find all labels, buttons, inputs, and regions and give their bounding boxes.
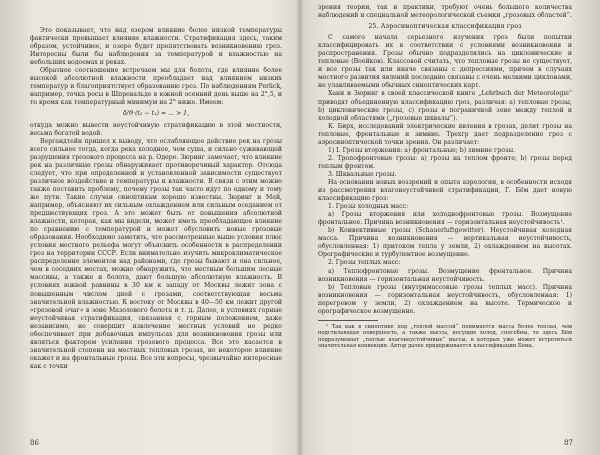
list-item: а) Грозы вторжения или холоднофронтовые грозы. Возмущение фронтальное. Причина возникновения — горизонтальная неустойчивость¹. — [318, 211, 572, 227]
footnote: ¹ Так как в синоптике под „теплой массой“ понимается масса более теплая, чем подстилающая поверхность, а также массы, несущие холод, способны, то здесь Бём подразумевает „теплые влагонеустойчивые“ массы, в которых уже может встретиться значительная конвекция. Автор далее придерживается классификации Бема. — [318, 323, 572, 349]
paragraph: К. Бирх, исследований электрические явления в грозах, делит грозы на тепловые, фронтальные и зимние. Трехгр дает подразделение гроз с аэросиноптической точки зрения. Он различает: — [318, 122, 572, 146]
paragraph: откуда можно вывести неустойчивую стратификацию в этой местности, весьма богатой водой. — [30, 121, 282, 137]
section-title: 25. Аэросиноптическая классификация гроз — [368, 23, 522, 31]
subheading: 2. Грозы теплых масс: — [328, 259, 401, 267]
left-page-text — [30, 27, 282, 371]
list-item: b) Конвективные грозы (Schauerluftgewitter). Неустойчивая холодная масса. Причина возникновения — вертикальная неустойчивость, обусловленная: 1) притоком тепла у земли, 2) охлаждением на высотах. Орографические и турбулентное возмущение. — [318, 227, 572, 259]
page-number: 87 — [564, 439, 573, 447]
formula: δ/ϑ·(t₂ − t₁) = ... > 1, — [122, 110, 190, 118]
list-item: b) Тепловые грозы (внутримассовые грозы теплых масс). Причина возникновения — горизонтальная неустойчивость, обусловленная: 1) перегревом у земли, 2) охлаждением на высоте. Термическое и орографическое возмущение. — [318, 283, 572, 315]
paragraph: Это показывает, что над озером влияние более низкой температуры фактически превышает влияние влажности. Стратификация здесь, таким образом, устойчивее, и озеро будет препятствовать возникновению гроз. Интересны были бы наблюдения за температурой и влажностью на небольших водоемах и реках. — [30, 27, 282, 67]
list-item: а) Теплофронтовые грозы. Возмущение фронтальное. Причина возникновения — горизонтальная неустойчивость. — [318, 267, 572, 283]
list-item: 2. Тропофронтовые грозы: а) грозы на теплом фронте; b) грозы перед теплым фронтом. — [318, 154, 572, 170]
list-item: 1) I. Грозы вторжения: а) фронтальные; b) зимние грозы. — [328, 146, 516, 154]
paragraph: Хани и Зюринг в своей классической книге „Lehrbuch der Meteorologie“ приводят объединенную классификацию гроз, различая: а) тепловые грозы, b) циклонические грозы, с) грозы в пограничной зоне между теплой и холодной областями („грозовые шквалы“). — [318, 90, 572, 122]
paragraph: Обратное соотношение встречаем мы для болота, где влияние более высокой абсолютной влажности преобладает над влиянием низких температур и благоприятствует образованию гроз. По наблюдениям Perlick, например, точка росы в Шпревальде в южной осенний день выше на 2°,5, и то время как температурный минимум на 2° ниже. Имеем: — [30, 67, 282, 107]
list-item: 3. Шквальные грозы. — [328, 170, 397, 178]
paragraph: зрения теории, так и практики, требуют очень большого количества наблюдений и специальной метеорологической съемки „грозовых областей“. — [318, 4, 572, 20]
subheading: 1. Грозы холодных масс: — [328, 203, 409, 211]
paragraph: На основании новых воззрений и опыта аэрологии, в особенности исходя из рассмотрения влагонеустойчивой стратификации, Г. Бём дает новую классификацию гроз: — [318, 178, 572, 203]
paragraph: С самого начала серьезного изучения гроз были попытки классифицировать их в соответствии с условиями возникновения и распространения. Грозы обычно подразделялись на циклонические и тепловые (Воейков). Классовой считать, что тепловые грозы не существует, и все грозы так или иначе связаны с депрессиями, причем в случаях местного развития явлений последние связаны с очень мелкими циклонами, не улавливаемыми обычных синоптических карт. — [318, 34, 572, 90]
paragraph: Вергандтейн пришел к выводу, что ослабляющее действие рек на грозы всего сильнее тогда, когда река холоднее, чем суша, и сильно суживающей разрушения грозового процесса на р. Одере. Зюринг замечает, что влияние рек на различные грозы обнаруживает противоречивый характер. Отсюда следует, что при определенной и установленной зависимости существует различное воздействие и температуры и влажности. В связи с этим можно также поставить проблему, почему грозы так часто идут по одному и тому же пути. Такие случаи синоптикам хорошо известны. Зюринг и Мей, например, объясняют их сильным охлаждением или сильным оседанием от предшествующих гроз. А это может быть от повышения абсолютной влажности, которая, как мы видели, может иметь преобладающее влияние по сравнению с температурой и может обусловить новые грозовые образования. Необходимо заметить, что рассмотренные выше условия плюс условия местного рельефа могут объяснить особенности в распределении гроз на территории СССР. Если внимательно изучить микроклиматическое распределение элементов над районами, где грозы бывают и она сильнее, чем в соседних местах, можно обнаружить, что местным большим лесные массивы, а также и болота, дают большую абсолютную влажность. В условиях южной равнины в 30 км к западу от Москвы лежит зона с повышенным числом дней с грозами, соответствующая весьма значительной влажностью. К востоку от Москвы в 40—50 км лежит другой «грозовой очаг» в зоне Мазолового болота и т. д. Далее, в условиях горные неустойчивая стратификация, связанная с горным положением, даже независимо, но совершит извлечение местных условий не редко обеспечивает при добавочных импульсах для возникновения грозы или являться фактором усиления грозового процесса. Все это касается в значительной степени на местных тепловых грозах, но некоторое влияние окажет и на фронтальные грозы. Все эти вопросы, чрезвычайно интересные как с точки — [30, 137, 282, 370]
footnote-rule — [318, 320, 378, 321]
page-number: 86 — [30, 439, 39, 447]
right-page-text — [318, 4, 572, 349]
